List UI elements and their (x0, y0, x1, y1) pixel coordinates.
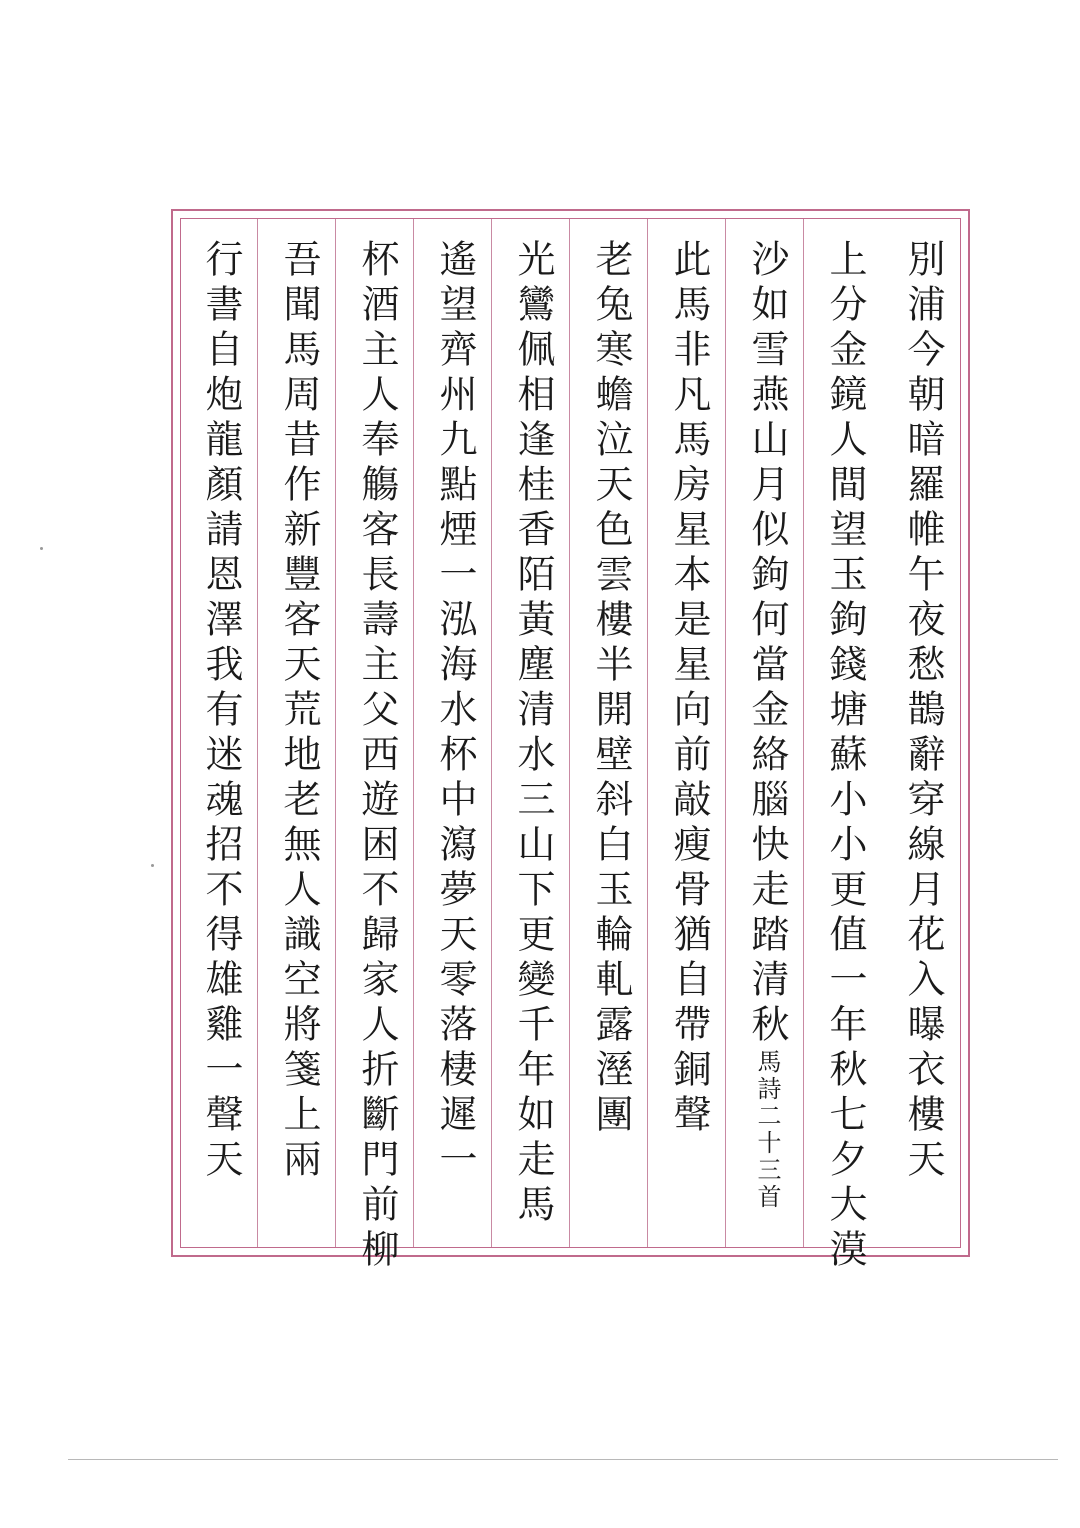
text-column-1 (881, 219, 960, 1247)
column-text: 光鸞佩相逢桂香陌黃塵清水三山下更變千年如走馬 (511, 239, 555, 1229)
column-text: 此馬非凡馬房星本是星向前敲瘦骨猶自帶銅聲 (667, 239, 711, 1139)
paper-speck (40, 547, 43, 550)
text-column-9 (257, 219, 336, 1247)
manuscript-grid-frame (171, 209, 970, 1274)
text-column-8 (335, 219, 414, 1274)
text-column-10 (179, 219, 258, 1247)
text-column-5 (569, 219, 648, 1247)
column-text: 杯酒主人奉觴客長壽主父西遊困不歸家人折斷門前柳 (355, 239, 399, 1274)
text-column-6 (491, 219, 570, 1247)
text-column-4 (647, 219, 726, 1247)
column-text: 沙如雪燕山月似鉤何當金絡腦快走踏清秋 (745, 239, 789, 1049)
text-column-7 (413, 219, 492, 1247)
column-text: 行書自炮龍顏請恩澤我有迷魂招不得雄雞一聲天 (199, 239, 243, 1184)
manuscript-grid-inner (180, 218, 961, 1274)
column-text: 遙望齊州九點煙一泓海水杯中瀉夢天零落棲遲一 (433, 239, 477, 1184)
paper-speck (151, 864, 154, 867)
page-bottom-rule (68, 1459, 1058, 1460)
text-column-3 (725, 219, 804, 1247)
column-text: 老兔寒蟾泣天色雲樓半開壁斜白玉輪軋露溼團 (589, 239, 633, 1139)
column-text: 上分金鏡人間望玉鉤錢塘蘇小小更值一年秋七夕大漠 (823, 239, 867, 1274)
text-column-2 (803, 219, 882, 1274)
poem-title: 馬詩二十三首 (753, 1049, 781, 1211)
column-text: 別浦今朝暗羅帷午夜愁鵲辭穿線月花入曝衣樓天 (901, 239, 945, 1184)
column-text: 吾聞馬周昔作新豐客天荒地老無人識空將箋上兩 (277, 239, 321, 1184)
